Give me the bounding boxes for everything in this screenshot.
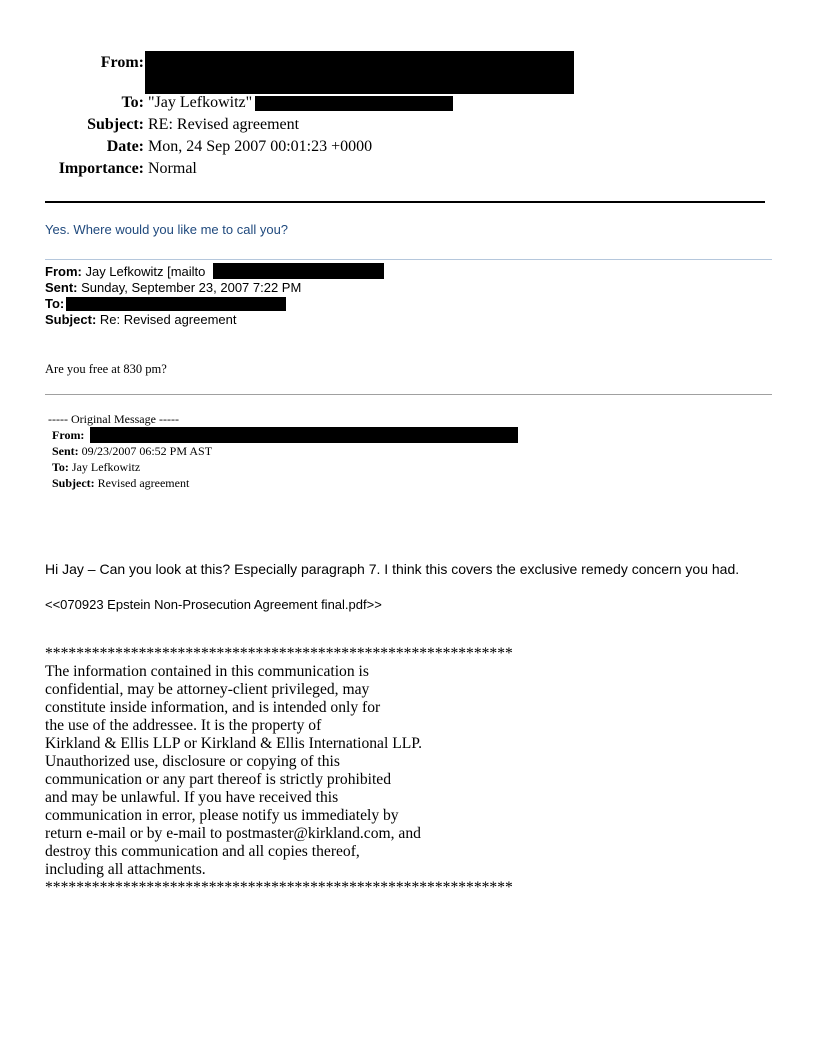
reply-divider bbox=[45, 259, 772, 260]
quoted-sent-line bbox=[45, 280, 301, 295]
original-subject-value: Revised agreement bbox=[97, 476, 190, 490]
disclaimer-stars-bottom: ************************************************************ bbox=[45, 879, 513, 896]
original-subject-label: Subject: bbox=[52, 476, 95, 490]
original-message-marker: ----- Original Message ----- bbox=[48, 412, 179, 426]
quoted-subject-label: Subject: bbox=[45, 312, 97, 327]
header-from-label: From: bbox=[100, 54, 144, 71]
disclaimer-line: return e-mail or by e-mail to postmaster@kirkland.com, and bbox=[45, 825, 421, 842]
disclaimer-line: Unauthorized use, disclosure or copying of this bbox=[45, 753, 340, 770]
redaction-block bbox=[66, 297, 286, 311]
disclaimer-line: communication in error, please notify us immediately by bbox=[45, 807, 399, 824]
attachment-link[interactable]: <<070923 Epstein Non-Prosecution Agreement final.pdf>> bbox=[45, 597, 382, 612]
quoted-sent-value: Sunday, September 23, 2007 7:22 PM bbox=[81, 280, 302, 295]
header-date-value: Mon, 24 Sep 2007 00:01:23 +0000 bbox=[148, 138, 373, 155]
header-to-label: To: bbox=[121, 94, 144, 111]
disclaimer-line: destroy this communication and all copies thereof, bbox=[45, 843, 360, 860]
reply-text: Yes. Where would you like me to call you? bbox=[45, 222, 289, 237]
original-subject-line bbox=[52, 476, 189, 491]
disclaimer-line: and may be unlawful. If you have received this bbox=[45, 789, 339, 806]
header-to-value: "Jay Lefkowitz" bbox=[148, 94, 253, 111]
quoted-from-value: Jay Lefkowitz [mailto bbox=[85, 264, 206, 279]
header-divider bbox=[45, 201, 765, 203]
original-sent-line bbox=[52, 444, 212, 459]
quoted-subject-line bbox=[45, 312, 237, 327]
original-from-label: From: bbox=[52, 428, 85, 442]
original-sent-label: Sent: bbox=[52, 444, 79, 458]
header-subject-label: Subject: bbox=[87, 116, 144, 133]
disclaimer-line: Kirkland & Ellis LLP or Kirkland & Ellis International LLP. bbox=[45, 735, 423, 752]
quoted-to-label: To: bbox=[45, 296, 65, 311]
disclaimer-stars-top: ************************************************************ bbox=[45, 645, 513, 662]
redaction-block bbox=[213, 263, 384, 279]
quote-divider bbox=[45, 394, 772, 395]
header-importance-value: Normal bbox=[148, 160, 197, 177]
message-body: Hi Jay – Can you look at this? Especially paragraph 7. I think this covers the exclusive remedy concern you had. bbox=[45, 561, 740, 577]
original-from-line bbox=[52, 428, 84, 443]
disclaimer-line: the use of the addressee. It is the property of bbox=[45, 717, 322, 734]
disclaimer-line: The information contained in this communication is bbox=[45, 663, 369, 680]
redaction-block bbox=[145, 51, 574, 94]
original-sent-value: 09/23/2007 06:52 PM AST bbox=[81, 444, 213, 458]
header-importance-label: Importance: bbox=[58, 160, 144, 177]
header-date-label: Date: bbox=[106, 138, 144, 155]
quoted-to-line bbox=[45, 296, 64, 311]
question-text: Are you free at 830 pm? bbox=[45, 362, 167, 376]
disclaimer-line: confidential, may be attorney-client privileged, may bbox=[45, 681, 370, 698]
original-to-label: To: bbox=[52, 460, 69, 474]
original-to-value: Jay Lefkowitz bbox=[71, 460, 141, 474]
disclaimer-line: communication or any part thereof is strictly prohibited bbox=[45, 771, 392, 788]
quoted-sent-label: Sent: bbox=[45, 280, 78, 295]
disclaimer-block bbox=[45, 645, 513, 897]
header-subject-value: RE: Revised agreement bbox=[148, 116, 300, 133]
quoted-subject-value: Re: Revised agreement bbox=[99, 312, 237, 327]
original-to-line bbox=[52, 460, 140, 475]
disclaimer-line: constitute inside information, and is intended only for bbox=[45, 699, 381, 716]
quoted-from-label: From: bbox=[45, 264, 82, 279]
disclaimer-line: including all attachments. bbox=[45, 861, 206, 878]
redaction-block bbox=[90, 427, 518, 443]
redaction-block bbox=[255, 96, 453, 111]
quoted-from-line bbox=[45, 264, 205, 279]
